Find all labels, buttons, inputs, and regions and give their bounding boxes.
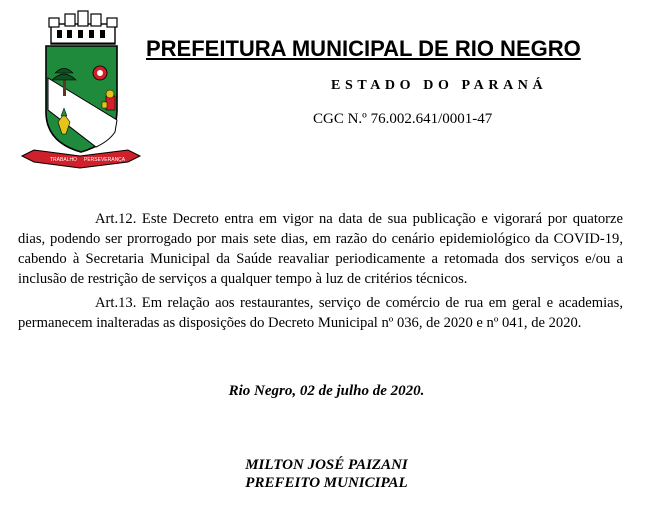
ribbon-text-right: PERSEVERANÇA xyxy=(84,157,126,163)
ribbon-text-left: TRABALHO xyxy=(50,157,77,163)
signatory-name: MILTON JOSÉ PAIZANI xyxy=(245,457,408,473)
place-date: Rio Negro, 02 de julho de 2020. xyxy=(228,383,425,399)
article-13-paragraph: Art.13. Em relação aos restaurantes, serviço de comércio de rua em geral e academias, permanecem inalteradas as disposições do Decreto Municipal nº 036, de 2020 e nº 041, de 2020. xyxy=(18,295,623,331)
mural-crown xyxy=(49,11,117,44)
page-title: PREFEITURA MUNICIPAL DE RIO NEGRO xyxy=(146,36,581,61)
state-subtitle: ESTADO DO PARANÁ xyxy=(331,78,548,93)
article-12-paragraph: Art.12. Este Decreto entra em vigor na data de sua publicação e vigorará por quatorze dias, podendo ser prorrogado por mais sete dias, em razão do cenário epidemiológico da COVID-19, cabendo à Secretaria Municipal da Saúde reavaliar periodicamente a retomada dos serviços e/ou a inclusão de restrição de serviços a qualquer tempo à luz de critérios técnicos. xyxy=(18,211,623,287)
signatory-role: PREFEITO MUNICIPAL xyxy=(245,475,408,491)
shield xyxy=(46,46,117,152)
cgc-number: CGC N.º 76.002.641/0001-47 xyxy=(313,111,493,127)
coat-of-arms-icon xyxy=(20,10,142,170)
